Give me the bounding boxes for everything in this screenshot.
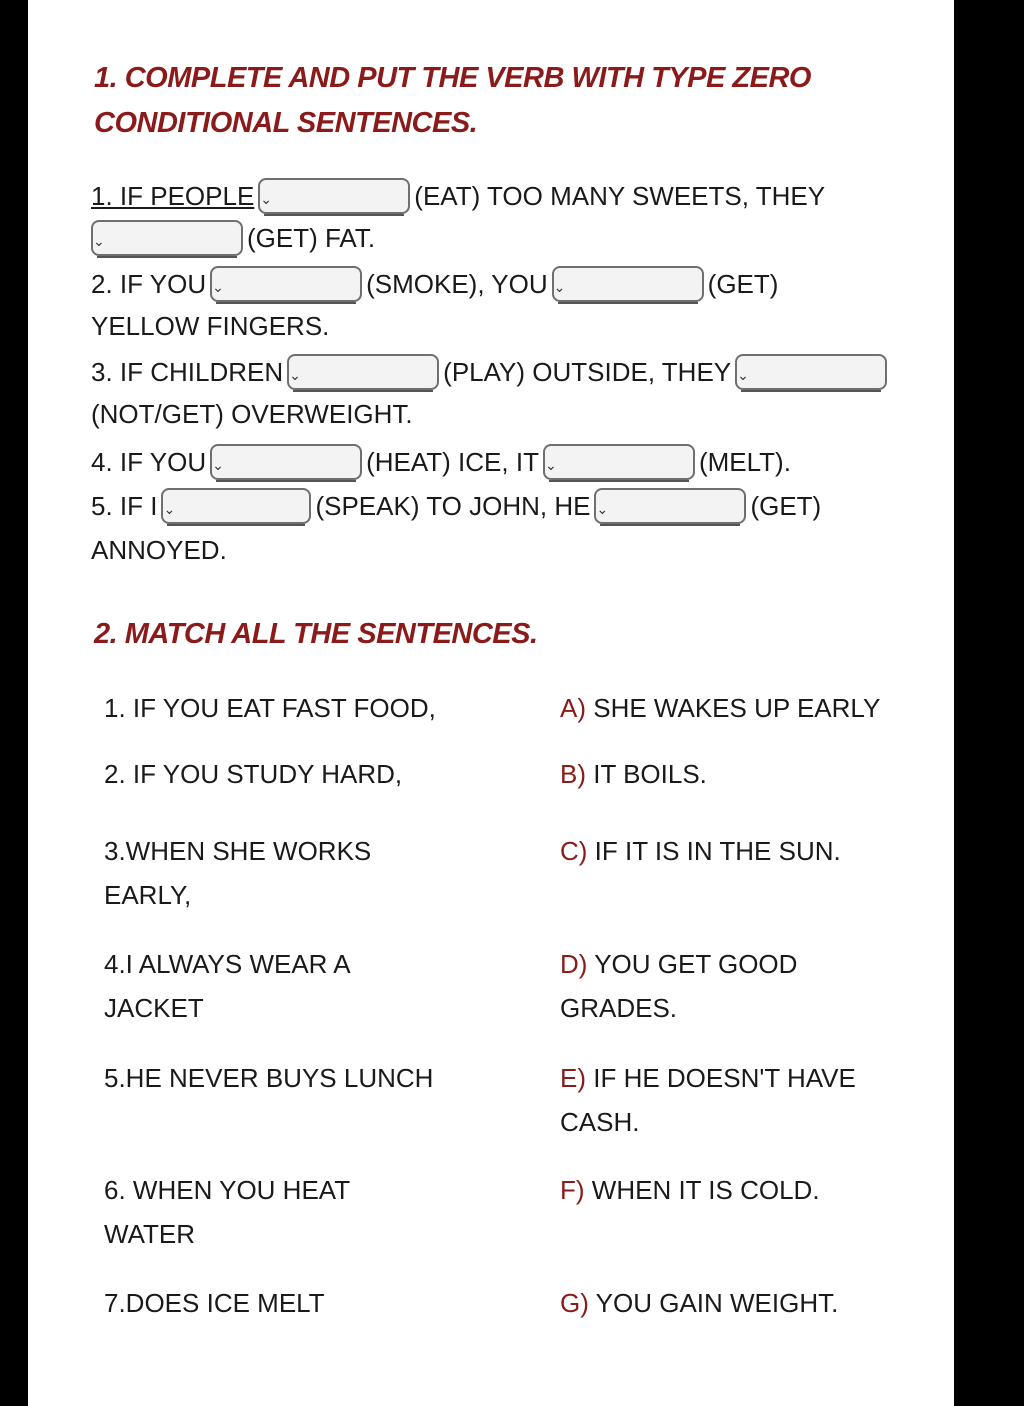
q3-prefix: 3. IF CHILDREN: [91, 356, 284, 387]
q3-middle: (PLAY) OUTSIDE, THEY: [443, 356, 732, 387]
q4-suffix: (MELT).: [698, 446, 791, 477]
q1-middle: (EAT) TOO MANY SWEETS, THEY: [414, 180, 826, 211]
match-right-g-line1: YOU GAIN WEIGHT.: [595, 1288, 839, 1318]
question-5-line1: [91, 486, 821, 526]
match-right-d: [560, 942, 797, 1030]
match-left-5-line1: 5.HE NEVER BUYS LUNCH: [104, 1063, 434, 1093]
q2-get-dropdown[interactable]: [552, 266, 704, 302]
q2-suffix: (GET): [707, 268, 779, 299]
match-right-c-line1: IF IT IS IN THE SUN.: [594, 836, 841, 866]
match-right-b: [560, 752, 707, 796]
match-right-b-letter: B): [560, 759, 586, 789]
question-1-line2: [91, 218, 375, 258]
section1-heading-line1: 1. COMPLETE AND PUT THE VERB WITH TYPE ZERO: [94, 62, 811, 94]
match-right-c-letter: C): [560, 836, 588, 866]
match-left-6-line2: WATER: [104, 1219, 195, 1249]
section1-heading-line2: CONDITIONAL SENTENCES.: [94, 107, 478, 139]
question-2-line1: [91, 264, 778, 304]
q2-smoke-dropdown[interactable]: [210, 266, 362, 302]
question-5-line2: [91, 530, 227, 570]
chevron-down-icon: ⌄: [212, 280, 224, 296]
match-right-e: [560, 1056, 856, 1144]
chevron-down-icon: ⌄: [544, 458, 557, 474]
q4-prefix: 4. IF YOU: [91, 446, 207, 477]
chevron-down-icon: ⌄: [737, 368, 749, 384]
match-left-6-line1: 6. WHEN YOU HEAT: [104, 1175, 351, 1205]
match-right-d-line1: YOU GET GOOD: [594, 949, 798, 979]
match-right-e-line2: CASH.: [560, 1107, 640, 1137]
match-left-7-line1: 7.DOES ICE MELT: [104, 1288, 325, 1318]
match-right-g: [560, 1281, 838, 1325]
q2-end: YELLOW FINGERS.: [91, 310, 330, 341]
match-left-3: [104, 829, 371, 917]
chevron-down-icon: ⌄: [212, 458, 224, 474]
question-1-line1: [91, 176, 825, 216]
q3-notget-dropdown[interactable]: [735, 354, 887, 390]
match-left-1: [104, 686, 436, 730]
match-right-d-line2: GRADES.: [560, 993, 678, 1023]
match-right-a-line1: SHE WAKES UP EARLY: [593, 693, 881, 723]
question-4-line: [91, 442, 791, 482]
q1-suffix: (GET) FAT.: [247, 222, 376, 253]
match-left-3-line2: EARLY,: [104, 880, 192, 910]
match-left-1-line1: 1. IF YOU EAT FAST FOOD,: [104, 693, 436, 723]
q5-end: ANNOYED.: [91, 534, 227, 565]
question-3-line2: [91, 394, 413, 434]
match-right-a: [560, 686, 880, 730]
q4-middle: (HEAT) ICE, IT: [366, 446, 539, 477]
q5-suffix: (GET): [750, 490, 822, 521]
match-left-4: [104, 942, 351, 1030]
q5-prefix: 5. IF I: [91, 490, 158, 521]
q2-middle: (SMOKE), YOU: [366, 268, 548, 299]
dark-margin: [954, 0, 1024, 1406]
match-left-4-line1: 4.I ALWAYS WEAR A: [104, 949, 351, 979]
chevron-down-icon: ⌄: [260, 192, 273, 208]
match-right-c: [560, 829, 841, 873]
match-right-e-line1: IF HE DOESN'T HAVE: [593, 1063, 856, 1093]
section2-heading: 2. MATCH ALL THE SENTENCES.: [94, 618, 538, 650]
q4-melt-dropdown[interactable]: [543, 444, 695, 480]
match-right-f-letter: F): [560, 1175, 585, 1205]
q1-prefix: 1. IF PEOPLE: [91, 180, 255, 211]
match-left-4-line2: JACKET: [104, 993, 204, 1023]
q5-speak-dropdown[interactable]: [161, 488, 311, 524]
worksheet-page: [28, 0, 954, 1406]
match-right-a-letter: A): [560, 693, 586, 723]
q1-eat-dropdown[interactable]: [258, 178, 410, 214]
match-left-2: [104, 752, 402, 796]
match-right-g-letter: G): [560, 1288, 589, 1318]
match-left-7: [104, 1281, 325, 1325]
chevron-down-icon: ⌄: [289, 368, 301, 384]
match-left-2-line1: 2. IF YOU STUDY HARD,: [104, 759, 403, 789]
match-left-6: [104, 1168, 350, 1256]
chevron-down-icon: ⌄: [553, 280, 566, 296]
q3-end: (NOT/GET) OVERWEIGHT.: [91, 398, 413, 429]
q5-middle: (SPEAK) TO JOHN, HE: [315, 490, 591, 521]
chevron-down-icon: ⌄: [93, 234, 105, 250]
q5-get-dropdown[interactable]: [594, 488, 746, 524]
question-2-line2: [91, 306, 329, 346]
q3-play-dropdown[interactable]: [287, 354, 439, 390]
match-left-5: [104, 1056, 433, 1100]
chevron-down-icon: ⌄: [163, 502, 176, 518]
q1-get-dropdown[interactable]: [91, 220, 243, 256]
q4-heat-dropdown[interactable]: [210, 444, 362, 480]
question-3-line1: [91, 352, 891, 392]
chevron-down-icon: ⌄: [596, 502, 609, 518]
match-right-f-line1: WHEN IT IS COLD.: [591, 1175, 820, 1205]
match-right-f: [560, 1168, 820, 1212]
match-right-b-line1: IT BOILS.: [593, 759, 707, 789]
match-right-d-letter: D): [560, 949, 588, 979]
match-left-3-line1: 3.WHEN SHE WORKS: [104, 836, 372, 866]
match-right-e-letter: E): [560, 1063, 586, 1093]
q2-prefix: 2. IF YOU: [91, 268, 207, 299]
